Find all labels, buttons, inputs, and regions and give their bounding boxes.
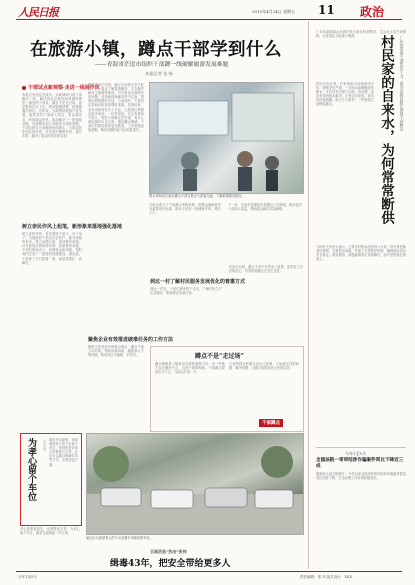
commentary-continued: 孝心需要被看见，也需要被支持。为孝心留个车位，就是为温情留一份空间。: [20, 527, 80, 536]
bottom-right-headline: 全国法院一审审结涉诈骗案件同比下降近三成: [316, 458, 404, 469]
section-marker-icon: [22, 86, 26, 90]
bottom-headline: 缉毒43年，把安全带给更多人: [110, 559, 231, 569]
lead-body-col-4b: 村民们反映，蹲点干部不仅带来了政策，更带来了办法和信心，村里的面貌正在发生变化。: [229, 265, 303, 274]
bottom-right-body: 据最高人民法院统计，今年以来全国法院审结的涉诈骗案件数量同比明显下降，打击治理工作取得积极成效。: [316, 472, 406, 481]
footer-right: 责任编辑：张 X 版式设计：XXX: [300, 575, 353, 579]
photo-scene-icon: [150, 83, 303, 193]
lead-body-col-2: 镇党委书记介绍，蹲点干部每月至少驻村十天，重点了解旅游服务、生态保护和民生保障等情况。对于群众反映集中的问题，坚持能现场解决的不过夜、需要协调的限时办结。与此同时，干部们还帮助村民拓宽增收渠道，发展民宿、农家乐和特色手工艺品，让旅游红利惠及更多家庭。一位村民说，过去有事找不到人，现在干部就住在村里，有什么难处随时可以反映。通过蹲点调研，干部们对基层情况更加熟悉，工作思路更加清晰，解决问题的能力也明显提升。: [88, 83, 144, 133]
date-line: 2015年4月24日 星期五: [252, 9, 296, 14]
section-title-5: 到达一村了解村民服务发展优化的普惠方式: [150, 279, 246, 285]
parking-photo: [86, 433, 304, 535]
essay-title: 蹲点不是“走过场”: [195, 353, 244, 360]
lead-subheadline: ——青海省茫崖市组织干部蹲一线破解旅游发展难题: [95, 62, 229, 68]
right-divider: [316, 447, 406, 448]
lead-byline: 本报记者 张 杨: [145, 71, 173, 76]
lead-headline: 在旅游小镇，蹲点干部学到什么: [30, 40, 282, 60]
parking-scene-icon: [87, 434, 303, 534]
lead-body-col-3b: 到达一村后，干部们挨家挨户走访，了解村民生产生活情况，帮助制定发展计划。: [150, 287, 222, 296]
commentary-body: 城市车位紧张，但给看望老人的子女留个车位，体现的是对孝心的尊重与支持。社区可以通过错峰共享等方式，让探望更方便。: [49, 438, 78, 467]
right-intro-body: 广东省某地群众反映村里自来水时常断供，生活用水得不到保障，记者前往当地进行调查。: [316, 30, 406, 39]
commentary-kicker: 今日谈: [42, 440, 46, 451]
essay-body-2: 只有把群众的事当成自己的事，才能真正找准问题、解决问题，让蹲点成果转化为发展实效。: [229, 362, 299, 371]
right-vertical-headline: 村民家的自来水，为何常常断供: [378, 35, 394, 224]
lead-photo: [149, 82, 304, 194]
lead-body-col-1b: 树立亲民作风，首先要放下架子、扑下身子。当地组织干部走访农牧户，面对面倾听诉求，建立问题台账，逐项销号管理。针对游客反映的停车难、如厕难等问题，干部们现场办公，协调资金和用地，短时间内完成了一批便民设施建设。群众说，干部来了不只是看一看，而是真帮忙、真解决。: [22, 232, 82, 265]
essay-body-1: 蹲点调研是了解基层实情的重要方法，但一些地方存在蹲而不点、点而不深的现象。干部蹲点要真正沉下去，与群众打成一片。: [155, 362, 225, 375]
section-title-4: 聚焦企业有效推进破难任务的工作方法: [88, 337, 174, 343]
lead-body-col-4: 下一步，茫崖市将继续完善蹲点工作制度，推动更多干部深入基层，帮助群众解决实际困难。: [228, 203, 302, 212]
lead-body-col-1: 本报记者前往茫崖市，实地调研当地干部蹲点一线、解决群众急难愁盼问题的做法。镇里的干部说，蹲点不是走过场，而是要真正沉下去，把问题摸清楚、把措施落实到位。近年来，当地围绕旅游产业发展，组织党员干部深入村社、景区和企业，听取群众意见，推动解决了一批基础设施、环境整治和公共服务方面的难题。干部们把办公桌搬到田间地头，与群众同吃同住同劳动，在实践中锤炼作风、提升本领，赢得了群众的信任和支持。: [22, 93, 82, 138]
newspaper-logo: 人民日报: [18, 6, 58, 19]
footer-rule: [16, 571, 402, 572]
lead-body-col-2b: 聚焦企业发展中的难点堵点，蹲点干部主动对接，帮助协调用地、融资和人才等问题，推动项目早落地、早见效。: [88, 345, 144, 358]
commentary-box: [20, 433, 82, 526]
right-column-rule: [308, 21, 309, 569]
essay-box: [150, 346, 304, 432]
commentary-title: 为孝心留个车位: [26, 438, 36, 501]
bottom-kicker: 云南贡县“抗击”张伟: [150, 549, 187, 554]
section-name: 政治: [360, 5, 385, 19]
right-vertical-subhead: 广东省某地干部帮扶不力，群众反映问题长期得不到解决: [400, 36, 405, 131]
bottom-right-kicker: 今年1至5月: [345, 451, 367, 456]
right-body-2: 当地有关负责人表示，已将农村供水改造列入计划，将尽快更换老旧管网，完善供水设施，并建立长效管护机制，确保群众用水安全稳定。群众期待，问题能够真正得到解决，而不是停留在纸面上。: [316, 245, 406, 262]
lead-photo-caption: 图为青海省茫崖市蹲点干部在景区与游客交流，了解旅游服务情况。: [149, 194, 245, 198]
right-body-1: 村民告诉记者，村里的供水设施建成多年，管网老化严重，一到用水高峰就经常断水。多次向有关部门反映，但问题一直没有得到根本解决。记者走访发现，供水站设备简陋，缺乏专人维护，一些管道已经锈蚀漏水。: [316, 82, 374, 107]
lead-body-col-3: 当地还建立了干部蹲点考核机制，把群众满意度作为重要评价标准，推动干部在一线锤炼作风、增长才干。: [149, 203, 221, 216]
footer-left: 今年1至5月: [18, 575, 37, 579]
parking-photo-caption: 某社区为探望老人的子女设置专用临时停车位。: [86, 536, 153, 540]
essay-badge: 干部蹲点: [259, 419, 283, 427]
section-title-1: 干部试点新观察·走进一线展作风: [22, 84, 100, 91]
section-title-2: 树立亲民作风上起笔，新形象来落地强化落地: [22, 224, 123, 230]
page-number: 11: [318, 3, 335, 17]
header-rule: [16, 19, 402, 20]
